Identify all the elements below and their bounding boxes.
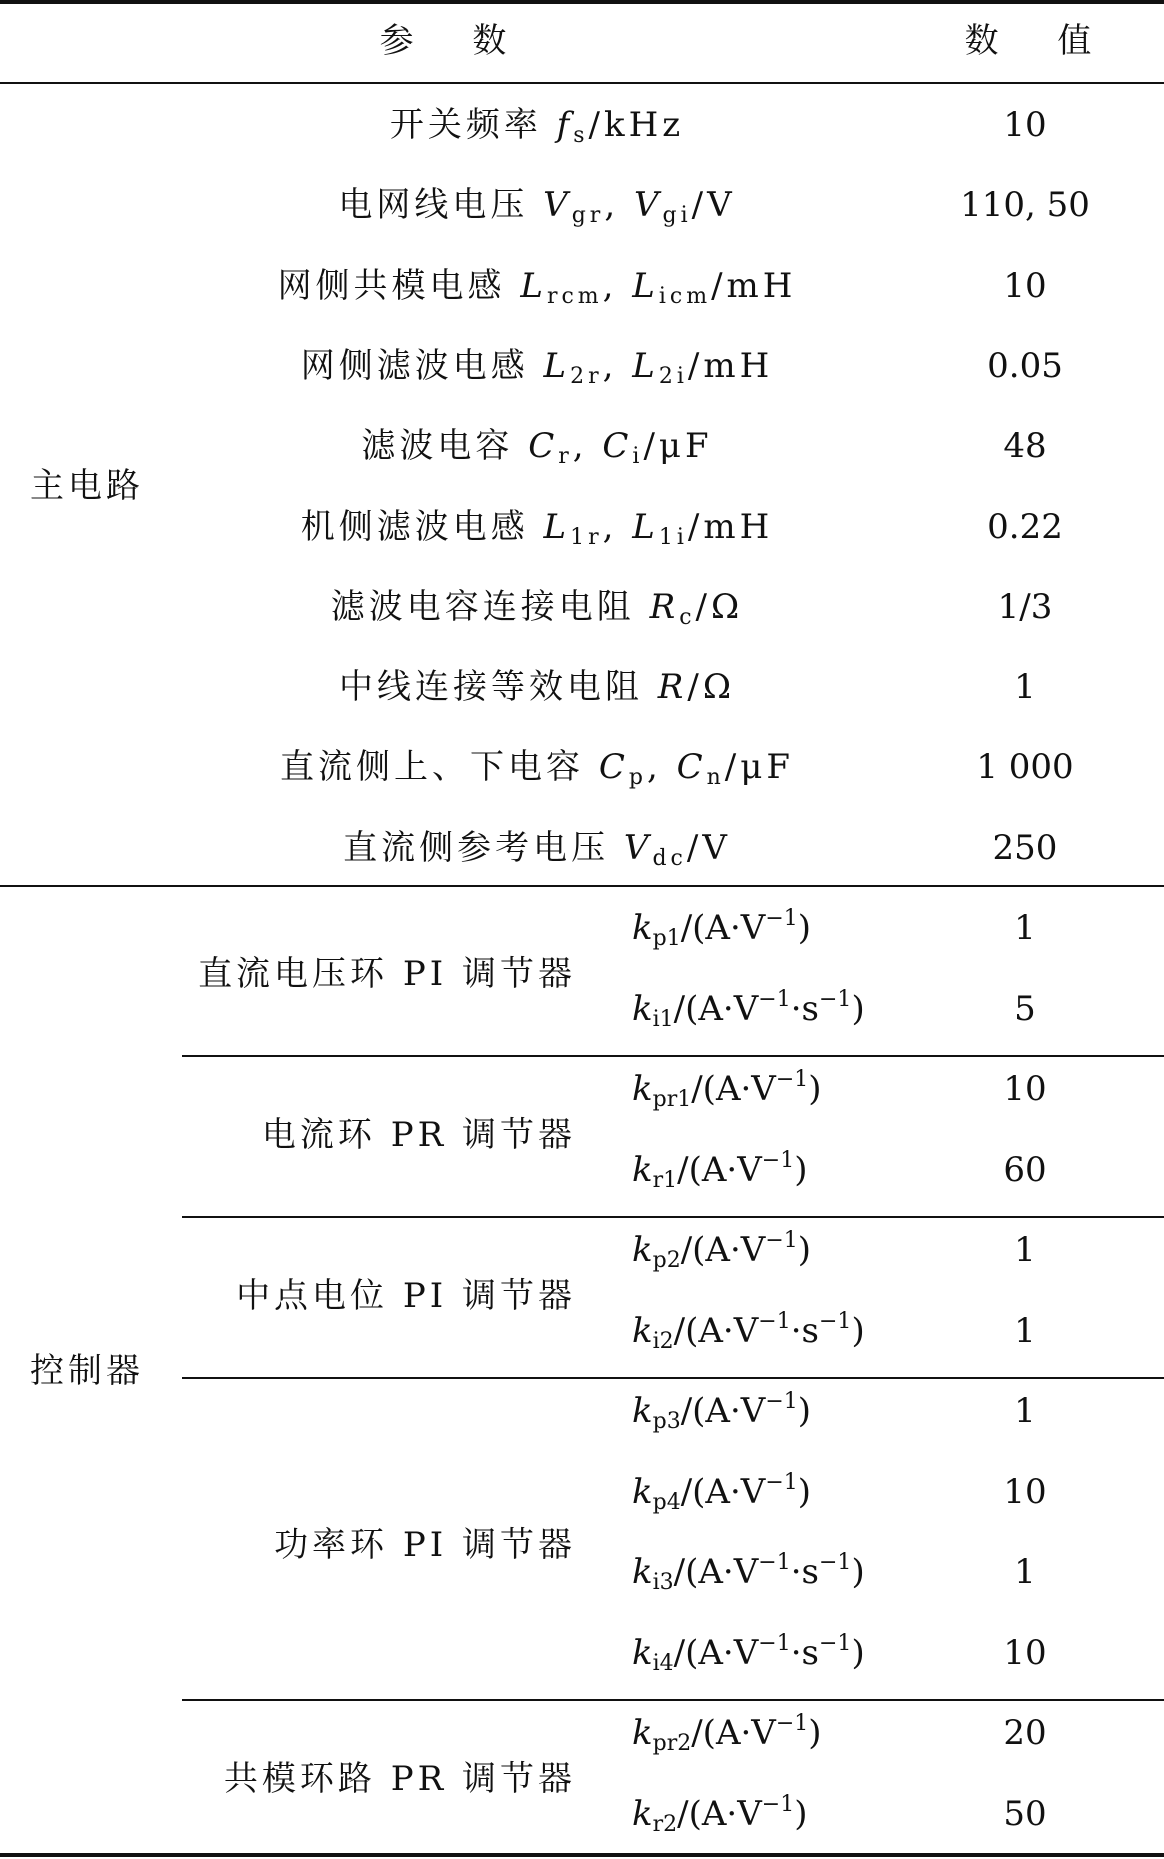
subscript: gi: [662, 203, 692, 229]
group-rule: [182, 1055, 1164, 1057]
unit: /(A·V: [673, 1632, 759, 1673]
param-name: [330, 586, 744, 630]
controller-group-name: 直流电压环 PI 调节器: [198, 954, 576, 995]
subscript: 1i: [658, 524, 688, 550]
unit: ): [794, 1149, 808, 1190]
param-name: [389, 105, 685, 148]
param-value: 10: [1003, 265, 1047, 306]
subscript: pr2: [652, 1731, 692, 1756]
group-rule: [182, 1699, 1164, 1701]
param-name: [300, 506, 774, 550]
symbol: k: [632, 1471, 653, 1512]
unit: /(A·V: [680, 1230, 766, 1270]
symbol: k: [632, 1069, 653, 1109]
group-rule: [182, 1377, 1164, 1379]
param-name: [339, 667, 735, 707]
controller-param: [632, 1308, 865, 1354]
subscript: i: [632, 444, 644, 470]
subscript: p3: [652, 1409, 681, 1434]
unit: /(A·V: [677, 1149, 762, 1190]
symbol: C: [528, 426, 559, 467]
separator: ,: [604, 185, 634, 226]
section-rule: [0, 885, 1164, 887]
controller-value: 50: [1003, 1793, 1047, 1834]
param-value: 10: [1003, 105, 1047, 145]
symbol: L: [632, 506, 659, 547]
controller-param: [632, 1550, 865, 1595]
unit: /(A·V: [680, 1471, 766, 1512]
unit: /kHz: [588, 105, 685, 145]
controller-value: 1: [1014, 1310, 1036, 1351]
param-value: 0.22: [987, 506, 1063, 547]
separator: ,: [602, 265, 633, 306]
subscript: r: [558, 444, 573, 470]
symbol: f: [556, 105, 574, 145]
subscript: icm: [658, 283, 712, 309]
controller-param: [632, 1147, 808, 1193]
symbol: k: [632, 908, 653, 948]
param-name: [300, 345, 774, 389]
param-label: 直流侧参考电压: [343, 827, 624, 868]
superscript: −1: [765, 1469, 798, 1495]
controller-value: 20: [1003, 1713, 1047, 1753]
controller-param: [632, 1630, 865, 1676]
symbol: k: [632, 1310, 653, 1351]
param-value: 1/3: [997, 586, 1053, 627]
param-label: 网侧滤波电感: [300, 345, 544, 386]
param-value: 0.05: [987, 345, 1063, 386]
subscript: p1: [652, 926, 681, 951]
controller-group-name: 电流环 PR 调节器: [261, 1115, 576, 1156]
symbol: k: [632, 1391, 653, 1431]
unit: /Ω: [695, 586, 744, 627]
subscript: 2r: [570, 363, 603, 389]
unit: /V: [686, 827, 731, 868]
controller-value: 60: [1003, 1149, 1047, 1190]
symbol: R: [649, 586, 680, 627]
symbol: L: [632, 345, 659, 386]
controller-label: 控制器: [30, 1351, 144, 1391]
header-param: 参 数: [379, 21, 531, 61]
subscript: dc: [652, 845, 687, 871]
separator: ,: [602, 345, 633, 386]
symbol: C: [598, 747, 629, 788]
controller-param: [632, 906, 812, 951]
param-value: 250: [992, 827, 1058, 868]
symbol: k: [632, 1793, 653, 1834]
param-label: 直流侧上、下电容: [280, 747, 599, 788]
controller-param: [632, 1469, 812, 1515]
symbol: V: [543, 185, 572, 226]
param-value: 110, 50: [960, 185, 1090, 226]
param-label: 电网线电压: [338, 185, 544, 226]
subscript: r1: [652, 1167, 678, 1193]
controller-value: 10: [1003, 1471, 1047, 1512]
unit: /(A·V: [673, 988, 759, 1029]
param-name: [277, 265, 797, 309]
param-name: [361, 426, 713, 470]
unit: /(A·V: [673, 1310, 759, 1351]
unit: ·s: [790, 1632, 819, 1673]
separator: ,: [572, 426, 603, 467]
separator: ,: [646, 747, 677, 788]
param-label: 机侧滤波电感: [300, 506, 544, 547]
subscript: rcm: [546, 283, 603, 309]
superscript: −1: [758, 1630, 791, 1656]
unit: /mH: [687, 506, 774, 547]
superscript: −1: [765, 906, 798, 931]
header-value: 数 值: [964, 21, 1116, 61]
symbol: L: [632, 265, 659, 306]
param-label: 滤波电容连接电阻: [330, 586, 650, 627]
unit: ): [851, 1552, 865, 1592]
controller-group-name: 共模环路 PR 调节器: [223, 1759, 576, 1800]
param-label: 网侧共模电感: [277, 265, 521, 306]
controller-value: 1: [1014, 1391, 1036, 1431]
symbol: k: [632, 988, 653, 1029]
unit: ): [808, 1069, 822, 1109]
controller-value: 1: [1014, 908, 1036, 948]
unit: ): [797, 1230, 812, 1270]
unit: /Ω: [687, 667, 736, 708]
param-label: 滤波电容: [361, 426, 529, 467]
superscript: −1: [819, 1550, 852, 1575]
unit: /(A·V: [677, 1793, 762, 1834]
param-name: [280, 747, 794, 791]
symbol: V: [623, 827, 653, 868]
subscript: c: [679, 604, 696, 630]
superscript: −1: [819, 1630, 852, 1656]
unit: /μF: [643, 426, 713, 467]
unit: ): [797, 1391, 812, 1431]
unit: /(A·V: [680, 1391, 766, 1431]
subscript: i1: [652, 1006, 674, 1032]
superscript: −1: [758, 1550, 791, 1575]
controller-group-name: 中点电位 PI 调节器: [236, 1276, 576, 1317]
symbol: L: [520, 265, 547, 306]
controller-value: 1: [1014, 1230, 1036, 1270]
param-label: 开关频率: [389, 105, 557, 145]
unit: /(A·V: [680, 908, 766, 948]
subscript: i4: [652, 1650, 674, 1676]
unit: /(A·V: [691, 1069, 776, 1109]
subscript: p2: [652, 1248, 681, 1273]
superscript: −1: [761, 1147, 795, 1173]
param-value: 48: [1003, 426, 1047, 467]
symbol: C: [676, 747, 707, 788]
unit: ): [851, 1632, 865, 1673]
unit: ·s: [790, 988, 819, 1029]
symbol: k: [632, 1632, 653, 1673]
subscript: p: [628, 765, 647, 791]
top-rule: [0, 0, 1164, 4]
param-name: [338, 185, 736, 229]
unit: ·s: [790, 1552, 819, 1592]
unit: ): [851, 988, 865, 1029]
unit: /μF: [724, 747, 794, 788]
symbol: k: [632, 1149, 653, 1190]
subscript: p4: [652, 1489, 681, 1515]
symbol: k: [632, 1713, 653, 1753]
controller-value: 1: [1014, 1552, 1036, 1592]
controller-value: 10: [1003, 1632, 1047, 1673]
symbol: k: [632, 1230, 653, 1270]
subscript: i2: [652, 1328, 674, 1354]
symbol: L: [543, 506, 571, 547]
superscript: −1: [758, 986, 791, 1012]
symbol: k: [632, 1552, 653, 1592]
subscript: 2i: [658, 363, 688, 389]
unit: /V: [691, 185, 736, 226]
separator: ,: [602, 506, 633, 547]
controller-param: [632, 1228, 812, 1273]
unit: ): [797, 1471, 812, 1512]
subscript: pr1: [652, 1087, 692, 1112]
param-value: 1: [1014, 667, 1036, 708]
unit: ): [808, 1713, 822, 1753]
unit: ): [794, 1793, 808, 1834]
main-circuit-label: 主电路: [30, 466, 144, 506]
unit: ): [797, 908, 812, 948]
controller-param: [632, 986, 865, 1032]
superscript: −1: [765, 1389, 798, 1414]
controller-param: [632, 1389, 812, 1434]
subscript: i3: [652, 1570, 674, 1595]
controller-value: 10: [1003, 1069, 1047, 1109]
superscript: −1: [758, 1308, 791, 1334]
subscript: 1r: [570, 524, 603, 550]
symbol: L: [543, 345, 571, 386]
controller-param: [632, 1067, 822, 1112]
controller-group-name: 功率环 PI 调节器: [274, 1524, 576, 1565]
bottom-rule: [0, 1853, 1164, 1857]
superscript: −1: [761, 1791, 795, 1817]
unit: /(A·V: [691, 1713, 776, 1753]
superscript: −1: [775, 1067, 809, 1092]
symbol: C: [602, 426, 633, 467]
unit: ): [851, 1310, 865, 1351]
symbol: R: [657, 667, 688, 708]
subscript: s: [573, 123, 589, 148]
unit: /mH: [687, 345, 774, 386]
superscript: −1: [819, 986, 852, 1012]
controller-value: 5: [1014, 988, 1036, 1029]
superscript: −1: [765, 1228, 798, 1253]
param-name: [343, 827, 731, 871]
superscript: −1: [775, 1711, 809, 1736]
header-rule: [0, 82, 1164, 84]
controller-param: [632, 1711, 822, 1756]
unit: /(A·V: [673, 1552, 759, 1592]
group-rule: [182, 1216, 1164, 1218]
unit: /mH: [711, 265, 797, 306]
subscript: gr: [571, 203, 605, 229]
controller-param: [632, 1791, 808, 1837]
param-label: 中线连接等效电阻: [338, 667, 658, 708]
unit: ·s: [790, 1310, 819, 1351]
superscript: −1: [819, 1308, 852, 1334]
subscript: r2: [652, 1811, 678, 1837]
param-value: 1 000: [976, 747, 1074, 788]
subscript: n: [706, 765, 725, 791]
symbol: V: [633, 185, 663, 226]
